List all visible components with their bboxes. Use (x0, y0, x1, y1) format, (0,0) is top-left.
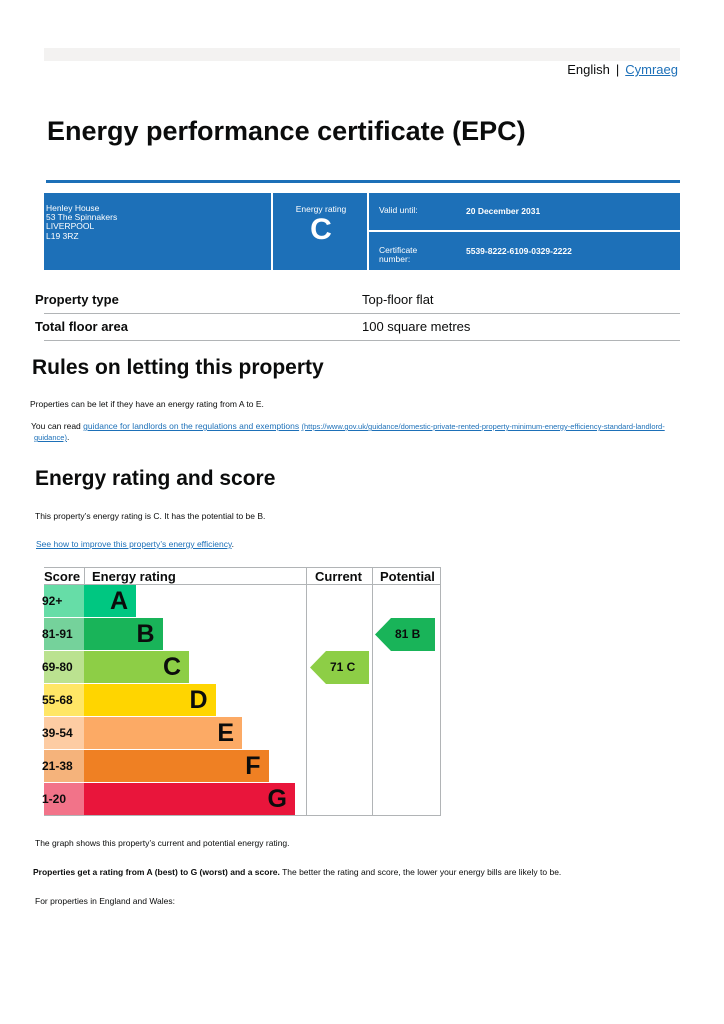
band-letter-g: G (267, 785, 287, 813)
band-letter-f: F (245, 752, 261, 780)
rating-explanation-rest: The better the rating and score, the lower your energy bills are likely to be. (279, 867, 562, 877)
graph-note: The graph shows this property’s current and potential energy rating. (35, 838, 290, 848)
improve-suffix: . (231, 539, 234, 549)
floor-area-label: Total floor area (35, 319, 128, 334)
letting-para-2-suffix: . (66, 432, 70, 442)
band-letter-a: A (109, 587, 128, 615)
energy-rating-chart (44, 567, 441, 816)
language-cymraeg-link[interactable]: Cymraeg (625, 62, 678, 77)
letting-para-2-cont (34, 432, 69, 442)
band-letter-d: D (189, 686, 208, 714)
certificate-number-value: 5539-8222-6109-0329-2222 (466, 246, 572, 256)
band-score-b: 81-91 (44, 618, 84, 650)
certificate-number-label (379, 246, 417, 264)
energy-rating-value: C (310, 213, 332, 246)
top-bar (44, 48, 680, 61)
band-bar-g (84, 783, 295, 815)
row-divider (44, 340, 680, 341)
certificate-label-line-2: number: (379, 254, 411, 264)
letting-para-2 (31, 421, 665, 431)
landlord-guidance-url[interactable]: (https://www.gov.uk/guidance/domestic-private-rented-property-minimum-energy-efficiency-standard-landlord- (301, 422, 665, 431)
chart-column-divider (84, 567, 85, 585)
address-line-2: 53 The Spinnakers (46, 212, 118, 223)
band-bar-b (84, 618, 163, 650)
chart-header-current: Current (315, 569, 362, 584)
band-bar-a (84, 585, 136, 617)
address-line-1: Henley House (46, 203, 100, 213)
rating-explanation-bold: Properties get a rating from A (best) to G (worst) and a score. (33, 867, 280, 877)
rating-explanation (33, 867, 561, 877)
page-title: Energy performance certificate (EPC) (47, 116, 526, 146)
chart-column-divider (372, 567, 373, 815)
letting-heading: Rules on letting this property (32, 356, 324, 379)
improve-para (36, 539, 234, 549)
improve-efficiency-link[interactable]: See how to improve this property’s energy efficiency (36, 539, 232, 549)
landlord-guidance-url-cont[interactable]: guidance) (34, 433, 67, 442)
valid-until-label: Valid until: (379, 205, 418, 215)
property-type-label: Property type (35, 292, 119, 307)
summary-row-divider (369, 230, 680, 232)
band-letter-e: E (217, 719, 234, 747)
england-wales-note: For properties in England and Wales: (35, 896, 176, 906)
landlord-guidance-link[interactable]: guidance for landlords on the regulations and exemptions (83, 421, 300, 431)
address-line-4: L19 3RZ (46, 230, 79, 241)
band-score-a: 92+ (44, 585, 84, 617)
row-divider (44, 313, 680, 314)
band-letter-b: B (136, 620, 155, 648)
certificate-label-line-1: Certificate (379, 245, 418, 255)
language-switcher (567, 62, 678, 77)
floor-area-value: 100 square metres (362, 319, 471, 334)
band-score-g: 1-20 (44, 783, 84, 815)
band-score-c: 69-80 (44, 651, 84, 683)
letting-para-1: Properties can be let if they have an energy rating from A to E. (30, 399, 264, 409)
title-divider (46, 180, 680, 183)
band-bar-e (84, 717, 242, 749)
energy-rating-label: Energy rating (295, 204, 347, 214)
language-english: English (567, 62, 610, 77)
chart-header-energy-rating: Energy rating (92, 569, 176, 584)
rating-heading: Energy rating and score (35, 467, 276, 490)
band-letter-c: C (162, 653, 181, 681)
potential-rating-arrow (375, 618, 435, 651)
chart-column-divider (306, 567, 307, 815)
current-rating-label: 71 C (330, 660, 356, 674)
property-type-value: Top-floor flat (362, 292, 434, 307)
potential-rating-label: 81 B (395, 627, 421, 641)
current-rating-arrow (310, 651, 369, 684)
rating-para-1: This property’s energy rating is C. It has the potential to be B. (35, 511, 266, 521)
valid-until-value: 20 December 2031 (466, 206, 541, 216)
band-bar-c (84, 651, 189, 683)
chart-header-potential: Potential (380, 569, 435, 584)
band-score-f: 21-38 (44, 750, 84, 782)
band-score-d: 55-68 (44, 684, 84, 716)
chart-header-score: Score (44, 569, 81, 584)
band-score-e: 39-54 (44, 717, 84, 749)
property-address (46, 204, 117, 241)
certificate-summary (44, 193, 680, 270)
letting-para-2-prefix: You can read (31, 421, 84, 431)
band-bar-f (84, 750, 269, 782)
address-line-3: LIVERPOOL (46, 221, 95, 232)
band-bar-d (84, 684, 216, 716)
language-separator: | (615, 62, 620, 77)
